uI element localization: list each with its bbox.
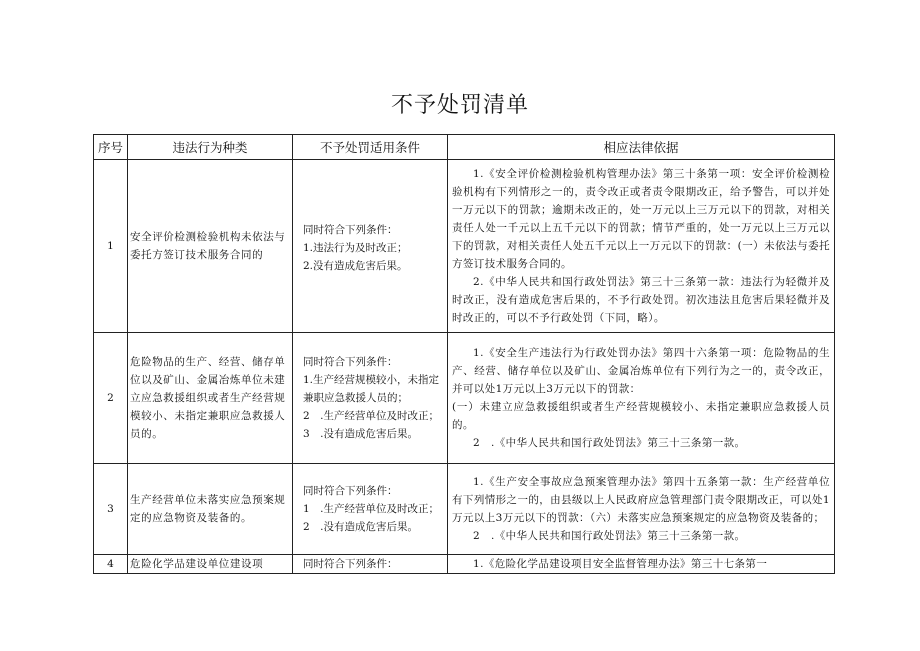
basis-paragraph: 1.《安全评价检测检验机构管理办法》第三十条第一项：安全评价检测检验机构有下列情形之一的，责令改正或者责令限期改正，给予警告，可以并处一万元以下的罚款；逾期未改正的，处一万元以上三万元以下的罚款，对相关责任人处一千元以上五千元以下的罚款；情节严重的，处一万元以上三万元以下的罚款，对相关责任人处五千元以上一万元以下的罚款：(一）未依法与委托方签订技术服务合同的。: [452, 168, 830, 270]
condition-line: 1.生产经营规模较小，未指定兼职应急救援人员的；: [303, 374, 440, 404]
row-serial-no: 1: [94, 160, 128, 333]
violation-text: 生产经营单位未落实应急预案规定的应急物资及装备的。: [130, 494, 286, 524]
condition-line: 1.违法行为及时改正；: [303, 242, 408, 254]
table-row: [94, 555, 835, 574]
violation-text: 安全评价检测检验机构未依法与委托方签订技术服务合同的: [130, 231, 286, 261]
table-row: [94, 333, 835, 464]
row-violation: [128, 464, 293, 555]
row-violation: [128, 333, 293, 464]
header-serial-no: 序号: [94, 135, 128, 160]
basis-paragraph: 2.《中华人民共和国行政处罚法》第三十三条第一款：违法行为轻微并及时改正，没有造成危害后果的，不予行政处罚。初次违法且危害后果轻微并及时改正的，可以不予行政处罚（下同，略）。: [452, 276, 830, 324]
condition-line: 同时符合下列条件：: [303, 356, 398, 368]
header-legal-basis: 相应法律依据: [448, 135, 835, 160]
condition-line: 1 .生产经营单位及时改正；: [303, 503, 440, 515]
condition-line: 同时符合下列条件：: [303, 485, 398, 497]
table-row: [94, 160, 835, 333]
condition-line: 2 .没有造成危害后果。: [303, 521, 419, 533]
table-row: [94, 464, 835, 555]
violation-text: 危险物品的生产、经营、储存单位以及矿山、金属冶炼单位未建立应急救援组织或者生产经营规模较小、未指定兼职应急救援人员的。: [130, 356, 286, 440]
condition-line: 同时符合下列条件：: [303, 224, 398, 236]
row-conditions: [293, 160, 448, 333]
row-conditions: [293, 333, 448, 464]
row-violation: [128, 160, 293, 333]
condition-line: 2.没有造成危害后果。: [303, 260, 408, 272]
no-penalty-table: [93, 134, 835, 574]
condition-line: 2 .生产经营单位及时改正；: [303, 410, 440, 422]
header-violation-type: 违法行为种类: [128, 135, 293, 160]
basis-paragraph: (一）未建立应急救援组织或者生产经营规模较小、未指定兼职应急救援人员的。: [452, 401, 830, 431]
table-header-row: [94, 135, 835, 160]
row-conditions: [293, 464, 448, 555]
violation-text: 危险化学品建设单位建设项: [130, 558, 264, 570]
page-title: 不予处罚清单: [390, 93, 529, 118]
row-serial-no: 3: [94, 464, 128, 555]
basis-paragraph: 1.《危险化学品建设项目安全监督管理办法》第三十七条第一: [473, 558, 768, 570]
basis-paragraph: 1.《生产安全事故应急预案管理办法》第四十五条第一款：生产经营单位有下列情形之一的，由县级以上人民政府应急管理部门责令限期改正，可以处1万元以上3万元以下的罚款：（六）未落实应急预案规定的应急物资及装备的；: [452, 476, 830, 524]
row-legal-basis: [448, 464, 835, 555]
basis-paragraph: 2 .《中华人民共和国行政处罚法》第三十三条第一款。: [473, 437, 746, 449]
basis-paragraph: 1.《安全生产违法行为行政处罚办法》第四十六条第一项：危险物品的生产、经营、储存单位以及矿山、金属冶炼单位有下列行为之一的，责令改正，并可以处1万元以上3万元以下的罚款：: [452, 347, 830, 395]
row-legal-basis: [448, 160, 835, 333]
condition-line: 3 .没有造成危害后果。: [303, 428, 419, 440]
row-serial-no: 4: [94, 555, 128, 574]
row-conditions: [293, 555, 448, 574]
basis-paragraph: 2 .《中华人民共和国行政处罚法》第三十三条第一款。: [473, 530, 746, 542]
row-serial-no: 2: [94, 333, 128, 464]
row-legal-basis: [448, 555, 835, 574]
row-legal-basis: [448, 333, 835, 464]
row-violation: [128, 555, 293, 574]
condition-line: 同时符合下列条件：: [303, 558, 398, 570]
header-conditions: 不予处罚适用条件: [293, 135, 448, 160]
